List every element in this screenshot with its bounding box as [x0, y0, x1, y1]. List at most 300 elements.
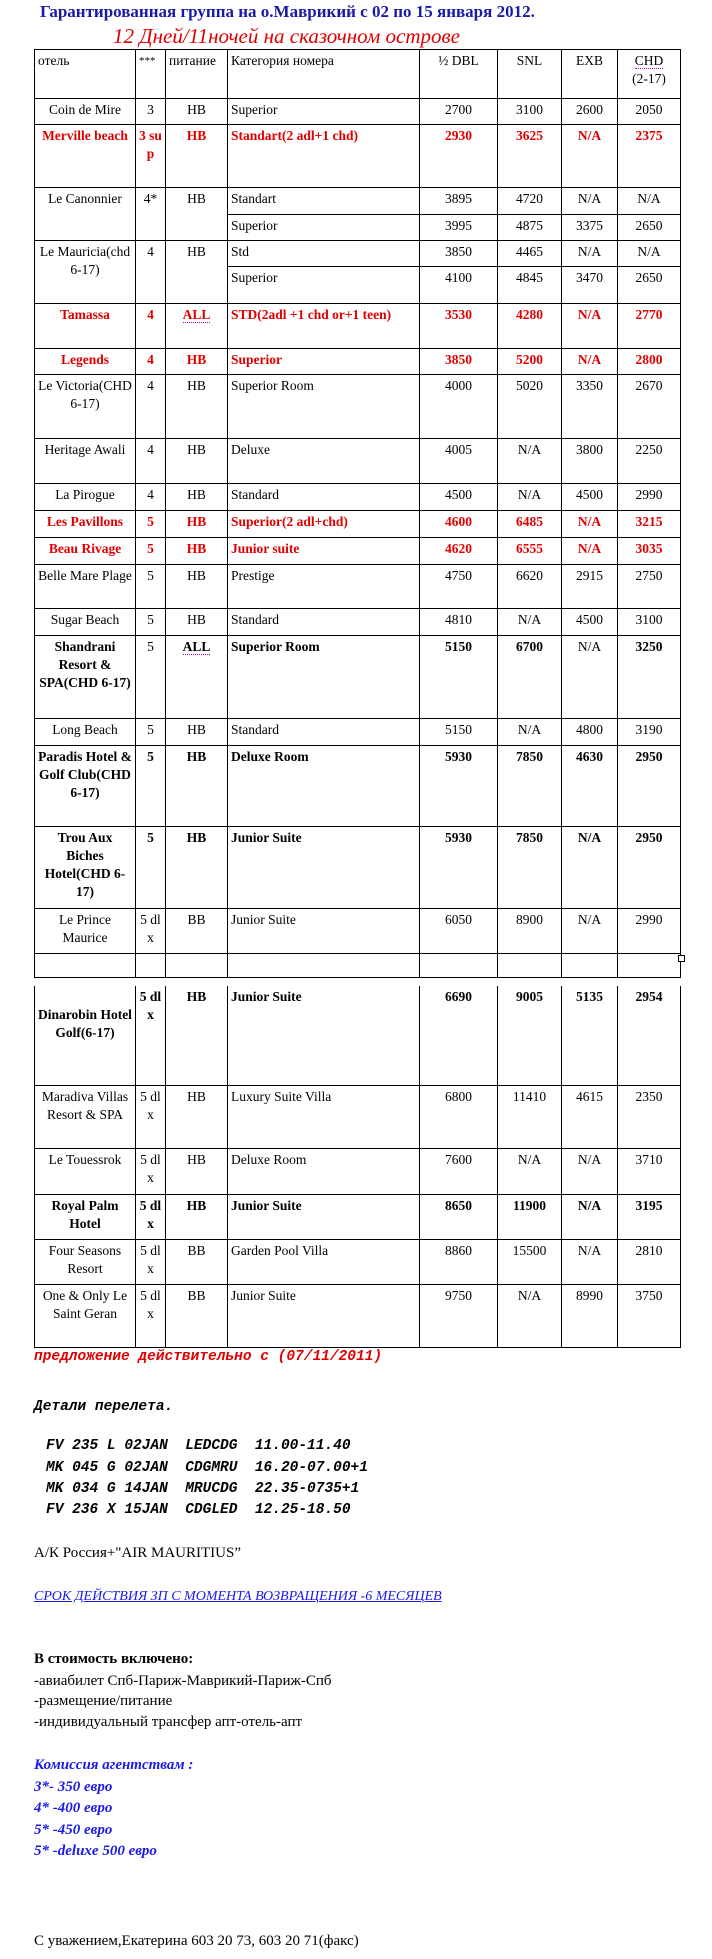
- cell-exb: [562, 267, 618, 304]
- cell-dbl-text: 6800: [445, 1089, 472, 1104]
- cell-hotel: [35, 1086, 136, 1149]
- cell-hotel-text: La Pirogue: [55, 487, 115, 502]
- table-row: [35, 609, 681, 636]
- cell-meal-text: HB: [187, 612, 206, 627]
- cell-snl-text: 6555: [516, 541, 543, 556]
- cell-dbl: [420, 484, 498, 511]
- cell-meal-text: HB: [186, 128, 207, 143]
- cell-meal-text: HB: [187, 722, 206, 737]
- cell-dbl: [420, 719, 498, 746]
- cell-meal: [166, 1285, 228, 1348]
- cell-exb: [562, 375, 618, 439]
- cell-snl: [498, 304, 562, 349]
- empty-cell: [166, 954, 228, 978]
- commission-item: 5* -deluxe 500 евро: [34, 1843, 157, 1859]
- cell-room-text: Std: [231, 244, 250, 259]
- cell-snl: [498, 349, 562, 375]
- cell-exb-text: 3800: [576, 442, 603, 457]
- cell-stars: [136, 1086, 166, 1149]
- cell-stars-text: 5 dlx: [140, 1288, 161, 1321]
- cell-exb: [562, 1240, 618, 1285]
- cell-dbl: [420, 565, 498, 609]
- cell-stars-text: 5 dlx: [139, 989, 162, 1022]
- cell-stars-text: 5: [147, 830, 154, 845]
- cell-hotel-text: Le Mauricia(chd 6-17): [39, 244, 131, 277]
- flight-line: FV 235 L 02JAN LEDCDG 11.00-11.40: [46, 1438, 351, 1454]
- cell-snl-text: N/A: [517, 722, 542, 737]
- cell-exb-text: N/A: [577, 1243, 602, 1258]
- included-item: -размещение/питание: [34, 1693, 173, 1709]
- cell-exb-text: N/A: [577, 514, 602, 529]
- table-row: [35, 565, 681, 609]
- cell-snl-text: 4465: [516, 244, 543, 259]
- cell-meal: [166, 1240, 228, 1285]
- cell-room-text: Standart(2 adl+1 chd): [231, 128, 358, 143]
- cell-dbl: [420, 241, 498, 267]
- table-row: [35, 1240, 681, 1285]
- cell-dbl-text: 4100: [445, 270, 472, 285]
- cell-dbl-text: 6690: [445, 989, 472, 1004]
- cell-chd: [618, 538, 681, 565]
- table-row: [35, 827, 681, 909]
- commission-heading: Комиссия агентствам :: [34, 1757, 194, 1773]
- cell-snl: [498, 636, 562, 719]
- cell-stars: [136, 99, 166, 125]
- price-table-continued: [34, 986, 681, 1348]
- cell-chd: [618, 99, 681, 125]
- cell-exb: [562, 538, 618, 565]
- empty-cell: [228, 954, 420, 978]
- cell-stars-text: 5: [147, 514, 154, 529]
- cell-meal-text: ALL: [182, 307, 211, 322]
- cell-stars: [136, 241, 166, 304]
- cell-room-text: Deluxe Room: [231, 1152, 307, 1167]
- cell-chd: [618, 565, 681, 609]
- cell-exb-text: N/A: [577, 1198, 602, 1213]
- header-meal: питание: [166, 50, 228, 99]
- cell-dbl-text: 4750: [445, 568, 472, 583]
- cell-dbl-text: 8650: [445, 1198, 472, 1213]
- table-row: [35, 439, 681, 484]
- cell-dbl: [420, 746, 498, 827]
- cell-hotel: [35, 511, 136, 538]
- cell-chd-text: 3710: [635, 1152, 663, 1167]
- cell-meal-text: HB: [186, 514, 207, 529]
- cell-chd-text: 3750: [635, 1288, 663, 1303]
- cell-snl-text: 6485: [516, 514, 543, 529]
- cell-exb: [562, 1285, 618, 1348]
- empty-cell: [136, 954, 166, 978]
- cell-room-text: Superior: [231, 270, 278, 285]
- cell-exb: [562, 719, 618, 746]
- cell-meal: [166, 439, 228, 484]
- cell-chd-text: 2950: [635, 830, 663, 845]
- empty-cell: [35, 954, 136, 978]
- cell-hotel-text: Le Prince Maurice: [58, 912, 112, 945]
- cell-stars-text: 5: [147, 722, 154, 737]
- cell-room: [228, 1149, 420, 1195]
- table-header-row: [35, 50, 681, 99]
- cell-snl: [498, 909, 562, 954]
- cell-exb-text: N/A: [577, 307, 602, 322]
- cell-snl-text: N/A: [517, 612, 542, 627]
- cell-chd-text: N/A: [637, 191, 661, 206]
- cell-room-text: Junior Suite: [231, 1198, 302, 1213]
- cell-meal-text: HB: [187, 244, 206, 259]
- cell-hotel: [35, 1149, 136, 1195]
- cell-stars: [136, 439, 166, 484]
- table-row: [35, 375, 681, 439]
- cell-dbl-text: 4500: [445, 487, 472, 502]
- cell-exb: [562, 511, 618, 538]
- cell-room: [228, 609, 420, 636]
- cell-stars-text: 4: [147, 487, 154, 502]
- cell-snl: [498, 375, 562, 439]
- cell-snl-text: 5020: [516, 378, 543, 393]
- cell-exb-text: 3375: [576, 218, 603, 233]
- cell-dbl-text: 8860: [445, 1243, 472, 1258]
- cell-hotel: [35, 1240, 136, 1285]
- cell-stars-text: 3 sup: [139, 128, 162, 161]
- cell-exb: [562, 1195, 618, 1240]
- cell-hotel-text: Shandrani Resort & SPA(CHD 6-17): [39, 639, 131, 690]
- cell-stars: [136, 304, 166, 349]
- cell-dbl-text: 3530: [445, 307, 472, 322]
- cell-stars-text: 5 dlx: [140, 1089, 161, 1122]
- cell-room-text: Standard: [231, 612, 279, 627]
- cell-stars: [136, 349, 166, 375]
- empty-cell: [562, 954, 618, 978]
- cell-chd-text: 2650: [635, 218, 663, 233]
- cell-dbl: [420, 609, 498, 636]
- cell-hotel-text: Belle Mare Plage: [38, 568, 132, 583]
- cell-snl: [498, 1086, 562, 1149]
- cell-hotel-text: Royal Palm Hotel: [51, 1198, 119, 1231]
- cell-stars-text: 5 dlx: [140, 912, 161, 945]
- cell-room-text: Standard: [231, 722, 279, 737]
- cell-room: [228, 241, 420, 267]
- cell-chd: [618, 241, 681, 267]
- header-exb: EXB: [562, 50, 618, 99]
- cell-exb: [562, 304, 618, 349]
- cell-stars-text: 5: [147, 612, 154, 627]
- cell-meal-text: HB: [186, 1198, 207, 1213]
- cell-dbl: [420, 1285, 498, 1348]
- cell-room-text: Standard: [231, 487, 279, 502]
- cell-room: [228, 538, 420, 565]
- cell-hotel-text: Trou Aux Biches Hotel(CHD 6-17): [44, 830, 126, 899]
- cell-room: [228, 636, 420, 719]
- cell-meal: [166, 636, 228, 719]
- cell-chd-text: 2810: [635, 1243, 663, 1258]
- cell-exb: [562, 1086, 618, 1149]
- cell-chd-text: 3035: [635, 541, 663, 556]
- cell-chd: [618, 986, 681, 1086]
- commission-item: 3*- 350 евро: [34, 1779, 113, 1795]
- cell-hotel-text: Legends: [60, 352, 109, 367]
- cell-snl-text: 4720: [516, 191, 543, 206]
- included-item: -авиабилет Спб-Париж-Маврикий-Париж-Спб: [34, 1673, 332, 1689]
- cell-chd-text: 2990: [635, 487, 663, 502]
- cell-stars: [136, 636, 166, 719]
- cell-stars: [136, 719, 166, 746]
- cell-room-text: Deluxe: [231, 442, 270, 457]
- cell-stars: [136, 565, 166, 609]
- cell-dbl-text: 4620: [445, 541, 472, 556]
- header-room: Категория номера: [228, 50, 420, 99]
- cell-chd: [618, 215, 681, 241]
- cell-exb: [562, 125, 618, 188]
- cell-meal: [166, 719, 228, 746]
- cell-snl-text: N/A: [517, 442, 542, 457]
- ticket-validity-link[interactable]: СРОК ДЕЙСТВИЯ ЗП С МОМЕНТА ВОЗВРАЩЕНИЯ -6 МЕСЯЦЕВ: [34, 1589, 442, 1604]
- cell-stars: [136, 827, 166, 909]
- cell-dbl: [420, 267, 498, 304]
- cell-snl: [498, 267, 562, 304]
- cell-dbl-text: 9750: [445, 1288, 472, 1303]
- cell-meal-text: HB: [187, 487, 206, 502]
- cell-room: [228, 484, 420, 511]
- cell-snl: [498, 719, 562, 746]
- header-snl: SNL: [498, 50, 562, 99]
- cell-dbl-text: 3850: [445, 352, 472, 367]
- cell-meal: [166, 304, 228, 349]
- table-resize-handle[interactable]: [678, 955, 685, 962]
- cell-hotel: [35, 1285, 136, 1348]
- cell-dbl-text: 2700: [445, 102, 472, 117]
- cell-hotel-text: Long Beach: [52, 722, 118, 737]
- cell-exb: [562, 215, 618, 241]
- cell-chd: [618, 188, 681, 215]
- cell-snl-text: 7850: [516, 749, 543, 764]
- cell-exb: [562, 909, 618, 954]
- cell-chd: [618, 125, 681, 188]
- cell-room: [228, 909, 420, 954]
- table-row: [35, 909, 681, 954]
- cell-chd-text: 2350: [635, 1089, 663, 1104]
- cell-chd: [618, 609, 681, 636]
- cell-hotel-text: Le Victoria(CHD 6-17): [38, 378, 132, 411]
- cell-room: [228, 188, 420, 215]
- cell-dbl-text: 4000: [445, 378, 472, 393]
- cell-dbl: [420, 511, 498, 538]
- cell-dbl-text: 7600: [445, 1152, 472, 1167]
- header-chd-age: (2-17): [632, 71, 666, 86]
- cell-hotel-text: Les Pavillons: [46, 514, 124, 529]
- cell-stars: [136, 746, 166, 827]
- cell-exb: [562, 484, 618, 511]
- cell-chd-text: 2670: [635, 378, 663, 393]
- cell-room-text: Prestige: [231, 568, 275, 583]
- cell-snl-text: 6700: [516, 639, 543, 654]
- cell-stars-text: 4: [147, 442, 154, 457]
- cell-snl: [498, 565, 562, 609]
- cell-meal-text: ALL: [182, 639, 211, 654]
- cell-chd: [618, 746, 681, 827]
- cell-chd-text: 2990: [635, 912, 663, 927]
- cell-hotel-text: One & Only Le Saint Geran: [42, 1288, 128, 1321]
- empty-cell: [420, 954, 498, 978]
- cell-room-text: Junior Suite: [231, 830, 302, 845]
- cell-snl: [498, 188, 562, 215]
- cell-exb-text: N/A: [577, 541, 602, 556]
- cell-stars: [136, 1285, 166, 1348]
- cell-meal: [166, 538, 228, 565]
- cell-exb-text: N/A: [577, 1152, 602, 1167]
- cell-meal: [166, 565, 228, 609]
- cell-meal: [166, 827, 228, 909]
- cell-room-text: Deluxe Room: [231, 749, 309, 764]
- cell-hotel: [35, 719, 136, 746]
- cell-chd-text: 3190: [635, 722, 663, 737]
- cell-dbl-text: 4810: [445, 612, 472, 627]
- cell-stars-text: 5 dlx: [139, 1198, 162, 1231]
- cell-chd: [618, 636, 681, 719]
- cell-chd: [618, 375, 681, 439]
- cell-chd-text: 3195: [635, 1198, 663, 1213]
- cell-exb: [562, 99, 618, 125]
- offer-validity: предложение действительно с (07/11/2011): [34, 1349, 383, 1365]
- cell-dbl-text: 6050: [445, 912, 472, 927]
- cell-exb-text: 3470: [576, 270, 603, 285]
- cell-room: [228, 1086, 420, 1149]
- cell-room-text: Superior: [231, 218, 278, 233]
- cell-chd-text: 2750: [635, 568, 663, 583]
- signature: С уважением,Екатерина 603 20 73, 603 20 71(факс): [34, 1933, 359, 1949]
- cell-chd: [618, 1240, 681, 1285]
- cell-exb: [562, 1149, 618, 1195]
- table-row: [35, 125, 681, 188]
- cell-room-text: Superior: [231, 102, 278, 117]
- cell-stars-text: 4: [147, 378, 154, 393]
- cell-hotel: [35, 565, 136, 609]
- cell-hotel-text: Coin de Mire: [49, 102, 121, 117]
- cell-snl-text: 5200: [516, 352, 543, 367]
- cell-stars: [136, 1240, 166, 1285]
- cell-snl: [498, 99, 562, 125]
- cell-hotel-text: Merville beach: [42, 128, 128, 143]
- cell-exb-text: N/A: [577, 912, 602, 927]
- cell-snl-text: 4845: [516, 270, 543, 285]
- cell-snl: [498, 986, 562, 1086]
- cell-stars-text: 5: [147, 749, 154, 764]
- included-item: -индивидуальный трансфер апт-отель-апт: [34, 1714, 303, 1730]
- cell-hotel: [35, 986, 136, 1086]
- cell-stars: [136, 188, 166, 241]
- cell-dbl: [420, 1240, 498, 1285]
- cell-dbl: [420, 636, 498, 719]
- cell-chd: [618, 1285, 681, 1348]
- cell-hotel-text: Tamassa: [60, 307, 110, 322]
- cell-chd-text: 3215: [635, 514, 663, 529]
- cell-exb-text: 4630: [576, 749, 603, 764]
- cell-stars-text: 4: [147, 307, 154, 322]
- cell-hotel-text: Dinarobin Hotel Golf(6-17): [38, 1007, 132, 1040]
- cell-room: [228, 1195, 420, 1240]
- cell-exb-text: 5135: [576, 989, 603, 1004]
- cell-dbl: [420, 538, 498, 565]
- cell-snl-text: 9005: [516, 989, 543, 1004]
- cell-exb-text: 4500: [576, 487, 603, 502]
- cell-chd-text: 2650: [635, 270, 663, 285]
- cell-dbl: [420, 215, 498, 241]
- cell-chd: [618, 1149, 681, 1195]
- cell-meal: [166, 1086, 228, 1149]
- cell-meal-text: HB: [186, 541, 207, 556]
- cell-dbl: [420, 1149, 498, 1195]
- cell-room: [228, 439, 420, 484]
- cell-dbl-text: 5150: [445, 639, 472, 654]
- cell-meal: [166, 375, 228, 439]
- cell-stars-text: 4: [147, 244, 154, 259]
- cell-exb-text: 2915: [576, 568, 603, 583]
- cell-exb-text: N/A: [577, 639, 602, 654]
- cell-meal: [166, 99, 228, 125]
- header-chd-label: CHD: [634, 53, 664, 68]
- cell-stars: [136, 1195, 166, 1240]
- table-row: [35, 484, 681, 511]
- cell-chd-text: 2250: [635, 442, 663, 457]
- cell-snl-text: 3625: [516, 128, 543, 143]
- cell-snl: [498, 511, 562, 538]
- page-title: Гарантированная группа на о.Маврикий с 02 по 15 января 2012.: [40, 2, 535, 21]
- cell-meal-text: HB: [187, 1152, 206, 1167]
- cell-stars: [136, 375, 166, 439]
- cell-hotel: [35, 304, 136, 349]
- cell-meal-text: HB: [187, 1089, 206, 1104]
- cell-snl-text: 4875: [516, 218, 543, 233]
- cell-meal-text: HB: [186, 749, 207, 764]
- cell-snl: [498, 215, 562, 241]
- table-row: [35, 241, 681, 267]
- cell-meal: [166, 1149, 228, 1195]
- cell-snl-text: 3100: [516, 102, 543, 117]
- cell-dbl: [420, 909, 498, 954]
- commission-item: 5* -450 евро: [34, 1822, 113, 1838]
- header-stars: ***: [136, 50, 166, 99]
- cell-hotel: [35, 99, 136, 125]
- cell-meal-text: HB: [187, 378, 206, 393]
- cell-snl: [498, 609, 562, 636]
- cell-room: [228, 99, 420, 125]
- cell-exb: [562, 609, 618, 636]
- cell-room-text: Garden Pool Villa: [231, 1243, 329, 1258]
- header-hotel: отель: [35, 50, 136, 99]
- header-dbl: ½ DBL: [420, 50, 498, 99]
- cell-stars: [136, 909, 166, 954]
- cell-meal: [166, 349, 228, 375]
- cell-stars-text: 5 dlx: [140, 1152, 161, 1185]
- cell-room-text: Superior Room: [231, 639, 320, 654]
- cell-room-text: Superior(2 adl+chd): [231, 514, 348, 529]
- cell-meal-text: HB: [186, 352, 207, 367]
- cell-stars-text: 4: [147, 352, 154, 367]
- cell-stars-text: 5: [147, 639, 154, 654]
- cell-exb-text: 8990: [576, 1288, 603, 1303]
- cell-hotel: [35, 609, 136, 636]
- cell-exb: [562, 439, 618, 484]
- table-row: [35, 188, 681, 215]
- cell-chd-text: 2800: [635, 352, 663, 367]
- cell-room-text: Junior suite: [231, 541, 300, 556]
- cell-hotel: [35, 746, 136, 827]
- table-row: [35, 1149, 681, 1195]
- cell-exb-text: N/A: [577, 244, 602, 259]
- cell-chd: [618, 511, 681, 538]
- cell-hotel-text: Le Touessrok: [48, 1152, 122, 1167]
- table-row: [35, 349, 681, 375]
- cell-dbl-text: 3995: [445, 218, 472, 233]
